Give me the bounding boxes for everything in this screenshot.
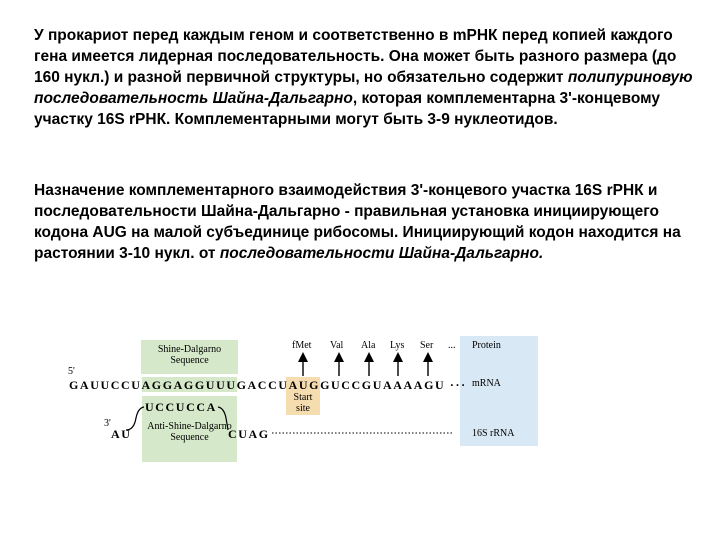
mrna-post: GUCCGUAAAAGU (320, 378, 446, 392)
rrna-right-bracket (218, 407, 228, 430)
amino-acid-ala: Ala (361, 340, 376, 351)
amino-acid-fmet: fMet (292, 340, 312, 351)
paragraph-interaction-purpose (34, 180, 698, 264)
rrna-right-seq: CUAG (228, 427, 270, 441)
paragraph2-text-a: Назначение комплементарного взаимодействия 3'-концевого участка 16S rРНК и последовательности Шайна-Дальгарно - правильная установка инициирующего кодона AUG на малой субъединице рибосомы. Инициирующий кодон находится на растоянии 3-10 нукл. от (34, 182, 681, 262)
prime-3-label: 3' (104, 418, 111, 429)
mrna-mid: UUGACCU (216, 378, 289, 392)
shine-dalgarno-italic-term-2: последовательности Шайна-Дальгарно. (219, 245, 544, 262)
paragraph1-text-a: У прокариот перед каждым геном и соответственно в mРНК перед копией каждого гена имеется лидерная последовательность. Она может быть разного размера (до 160 нукл.) и разной первичной структуры, но обязательно содержит (34, 27, 677, 86)
rrna-left-bracket (126, 407, 144, 430)
amino-acid-lys: Lys (390, 340, 405, 351)
paragraph1-text-b: , которая комплементарна 3'-концевому участку 16S rРНК. Комплементарными могут быть 3-9 нуклеотидов. (34, 90, 660, 128)
rrna-left-seq: AU (111, 427, 132, 441)
mrna-label: mRNA (472, 378, 501, 389)
amino-acid-val: Val (330, 340, 344, 351)
amino-acid-ser: Ser (420, 340, 434, 351)
translation-arrows (298, 352, 433, 376)
anti-shine-dalgarno-label: Anti-Shine-Dalgarno Sequence (147, 421, 232, 443)
figure-overlay-graphics (60, 332, 550, 467)
mrna-sd: AGGAGGU (141, 378, 217, 392)
pairing-sequence: UCCUCCA (145, 400, 217, 414)
prime-5-label: 5' (68, 366, 75, 377)
shine-dalgarno-italic-term: полипуриновую последовательность Шайна-Дальгарно (34, 69, 693, 107)
mrna-start-codon: AUG (288, 378, 321, 392)
mrna-pre: GAUUCCU (69, 378, 142, 392)
shine-dalgarno-figure (60, 332, 550, 467)
paragraph-leader-sequence (34, 25, 698, 130)
shine-dalgarno-label: Shine-Dalgarno Sequence (157, 344, 222, 366)
amino-acid-dots: ... (448, 340, 456, 351)
start-site-label: Start site (293, 392, 313, 414)
protein-label: Protein (472, 340, 501, 351)
rrna-label: 16S rRNA (472, 428, 515, 439)
mrna-dots: ··· (449, 378, 467, 392)
